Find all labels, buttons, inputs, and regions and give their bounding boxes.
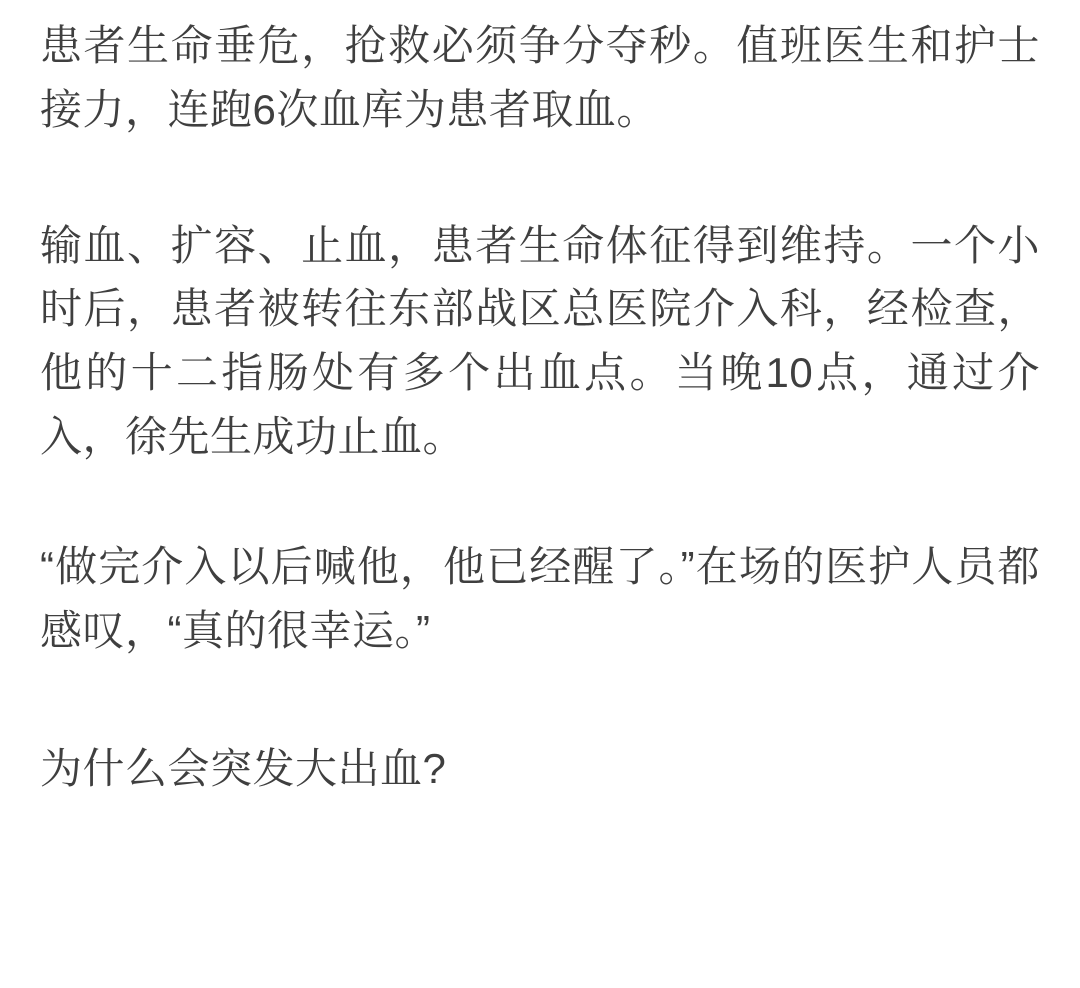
paragraph-4: 为什么会突发大出血? <box>40 744 447 792</box>
paragraph-2: 输血、扩容、止血，患者生命体征得到维持。一个小时后，患者被转往东部战区总医院介入科，经检查，他的十二指肠处有多个出血点。当晚10点，通过介入，徐先生成功止血。 <box>40 221 1040 461</box>
paragraph-3: “做完介入以后喊他，他已经醒了。”在场的医护人员都感叹，“真的很幸运。” <box>40 542 1040 654</box>
paragraph-1: 患者生命垂危，抢救必须争分夺秒。值班医生和护士接力，连跑6次血库为患者取血。 <box>40 22 1040 133</box>
